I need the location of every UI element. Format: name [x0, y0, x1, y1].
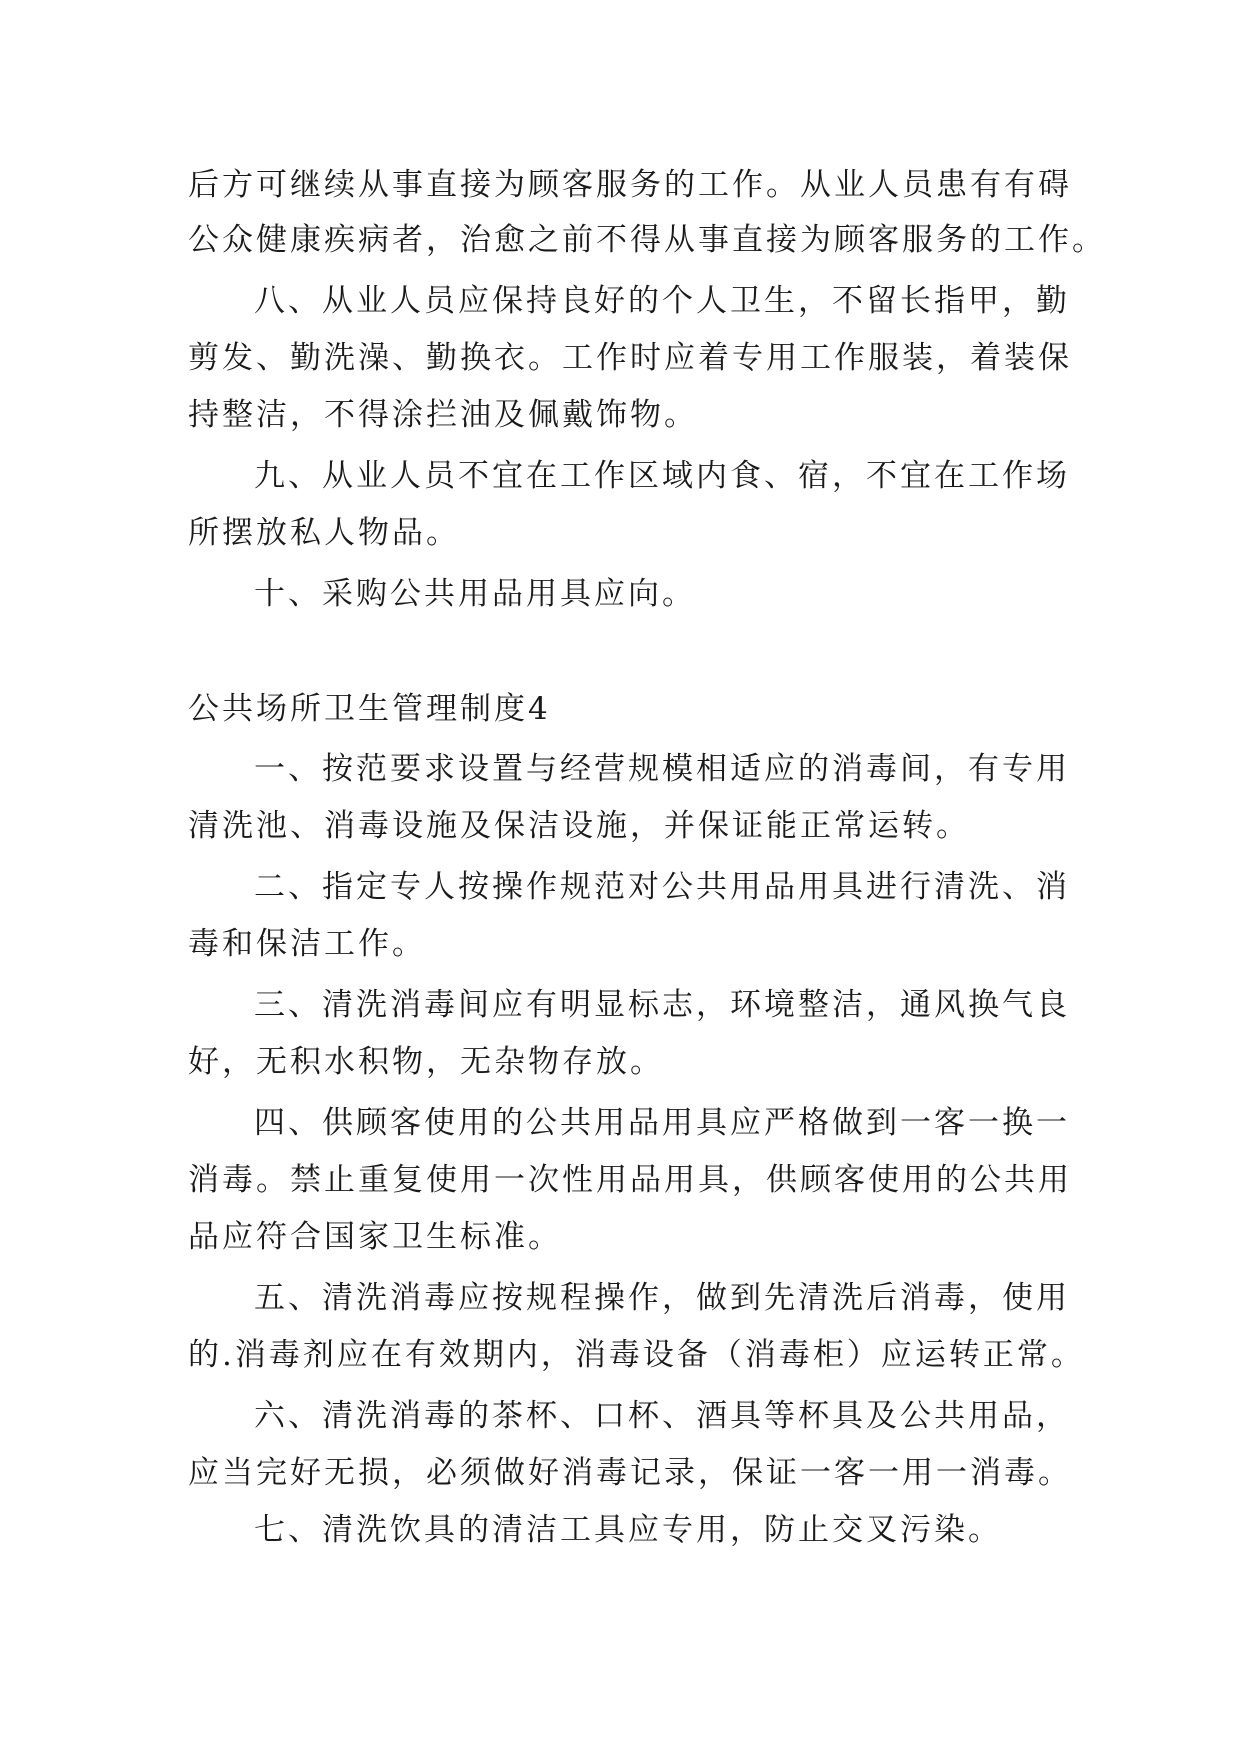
- paragraph-10-start: 十、采购公共用品用具应向。: [254, 576, 696, 612]
- paragraph-3-start: 三、清洗消毒间应有明显标志，环境整洁，通风换气良: [254, 987, 1070, 1023]
- paragraph-2-start: 二、指定专人按操作规范对公共用品用具进行清洗、消: [254, 869, 1070, 905]
- paragraph-5-start: 五、清洗消毒应按规程操作，做到先清洗后消毒，使用: [254, 1280, 1070, 1316]
- text-line: 所摆放私人物品。: [188, 515, 460, 551]
- paragraph-8-start: 八、从业人员应保持良好的个人卫生，不留长指甲，勤: [254, 283, 1070, 319]
- text-line: 应当完好无损，必须做好消毒记录，保证一客一用一消毒。: [188, 1455, 1072, 1491]
- text-line: 清洗池、消毒设施及保洁设施，并保证能正常运转。: [188, 808, 970, 844]
- text-line: 消毒。禁止重复使用一次性用品用具，供顾客使用的公共用: [188, 1162, 1072, 1198]
- text-line: 好，无积水积物，无杂物存放。: [188, 1044, 664, 1080]
- paragraph-9-start: 九、从业人员不宜在工作区域内食、宿，不宜在工作场: [254, 458, 1070, 494]
- text-line: 品应符合国家卫生标准。: [188, 1219, 562, 1255]
- text-line: 毒和保洁工作。: [188, 926, 426, 962]
- text-line: 后方可继续从事直接为顾客服务的工作。从业人员患有有碍: [188, 167, 1072, 203]
- paragraph-7-start: 七、清洗饮具的清洁工具应专用，防止交叉污染。: [254, 1512, 1002, 1548]
- paragraph-6-start: 六、清洗消毒的茶杯、口杯、酒具等杯具及公共用品，: [254, 1398, 1070, 1434]
- text-line: 剪发、勤洗澡、勤换衣。工作时应着专用工作服装，着装保: [188, 340, 1072, 376]
- paragraph-1-start: 一、按范要求设置与经营规模相适应的消毒间，有专用: [254, 751, 1070, 787]
- text-line: 公众健康疾病者，治愈之前不得从事直接为顾客服务的工作。: [188, 222, 1106, 258]
- text-line: 持整洁，不得涂拦油及佩戴饰物。: [188, 397, 698, 433]
- paragraph-4-start: 四、供顾客使用的公共用品用具应严格做到一客一换一: [254, 1105, 1070, 1141]
- section-heading: 公共场所卫生管理制度4: [188, 691, 551, 727]
- text-line: 的.消毒剂应在有效期内，消毒设备（消毒柜）应运转正常。: [188, 1337, 1085, 1373]
